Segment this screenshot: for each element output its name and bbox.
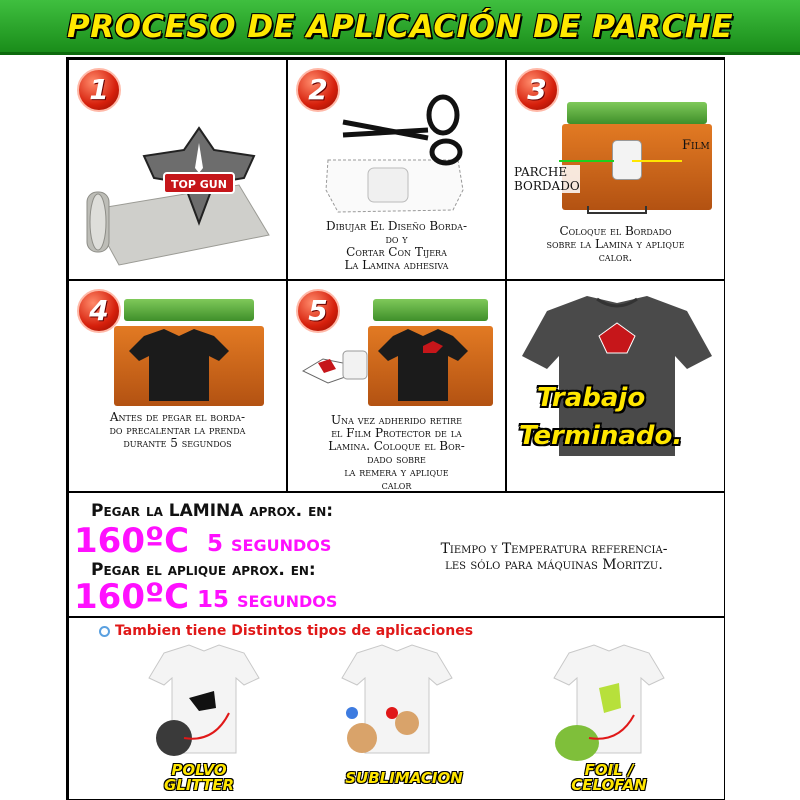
application-label-foil: FOIL / CELOFAN [571,761,647,794]
black-tshirt-illustration [69,281,287,411]
finished-line-1: Trabajo [537,383,646,413]
peel-film-illustration [288,281,506,411]
applications-title: Tambien tiene Distintos tipos de aplicaciones [115,623,474,639]
parche-pointer-line [559,160,614,162]
press-handle [587,206,647,214]
svg-text:TOP GUN: TOP GUN [171,178,227,191]
scissors-cutting-illustration [288,60,506,220]
aplique-label: Pegar el aplique aprox. en: [91,560,316,580]
step-number-badge: 1 [77,68,121,112]
heat-press-top [567,102,707,124]
step-2-panel [287,59,506,280]
step-4-panel [68,280,287,492]
steps-grid [66,57,725,800]
page-title: PROCESO DE APLICACIÓN DE PARCHE [66,9,733,45]
step-number-badge: 2 [296,68,340,112]
step-number-badge: 4 [77,289,121,333]
step-4-caption: Antes de pegar el borda- do precalentar la prenda durante 5 segundos [109,410,246,450]
step-3-caption: Coloque el Bordado sobre la Lamina y aplique calor. [546,224,685,264]
finished-line-2: Terminado. [519,421,683,451]
settings-note: Tiempo y Temperatura referencia- les sólo para máquinas Moritzu. [440,541,668,573]
step-2-caption: Dibujar El Diseño Borda- do y Cortar Con Tijera La Lamina adhesiva [325,219,468,272]
title-banner [0,0,800,55]
step-number-badge: 3 [515,68,559,112]
film-pointer-line [632,160,682,162]
step-1-panel [68,59,287,280]
parche-label: PARCHE BORDADO [514,165,580,193]
step-5-panel [287,280,506,492]
applications-panel [68,617,725,800]
scissors-icon [343,97,460,163]
lamina-temperature: 160ºC [74,521,190,561]
film-label: Film [682,138,710,153]
adhesive-roll-illustration [69,60,287,280]
bullet-icon [99,626,110,637]
aplique-time: 15 segundos [197,587,338,613]
lamina-label: Pegar la LAMINA aprox. en: [91,501,334,521]
aplique-temperature: 160ºC [74,577,190,617]
finished-panel [506,280,725,492]
lamina-time: 5 segundos [207,531,332,557]
step-number-badge: 5 [296,289,340,333]
step-3-panel [506,59,725,280]
application-label-sublimacion: SUBLIMACION [345,769,463,787]
settings-panel [68,492,725,617]
application-label-glitter: POLVO GLITTER [163,761,235,794]
step-5-caption: Una vez adherido retire el Film Protector de la Lamina. Coloque el Bor- dado sobre la remera y aplique calor [328,413,465,492]
